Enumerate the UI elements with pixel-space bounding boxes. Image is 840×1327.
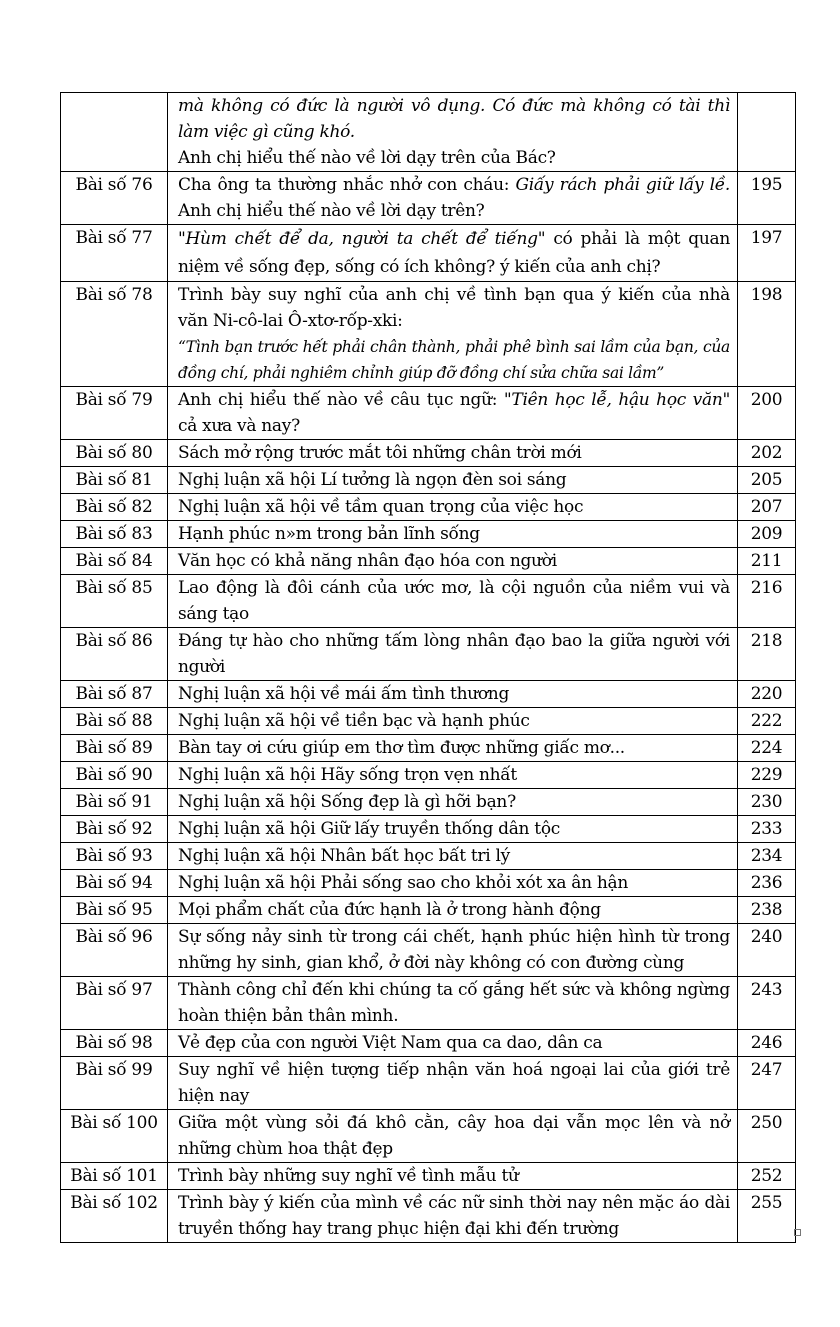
table-row — [61, 924, 796, 977]
title-segment: Nghị luận xã hội Lí tưởng là ngọn đèn soi sáng — [178, 470, 567, 490]
lesson-number: Bài số 99 — [61, 1057, 168, 1110]
table-row — [61, 1163, 796, 1190]
title-segment: Suy nghĩ về hiện tượng tiếp nhận văn hoá ngoại lai của giới trẻ hiện nay — [178, 1060, 730, 1106]
table-row — [61, 681, 796, 708]
title-segment: "Tiên học lễ, hậu học văn" — [503, 390, 730, 410]
lesson-number: Bài số 93 — [61, 843, 168, 870]
page-number: 233 — [738, 816, 796, 843]
page-number: 236 — [738, 870, 796, 897]
page-number: 246 — [738, 1030, 796, 1057]
title-segment: Bàn tay ơi cứu giúp em thơ tìm được những giấc mơ... — [178, 738, 625, 758]
page-number: 202 — [738, 440, 796, 467]
page-number: 195 — [738, 172, 796, 225]
lesson-number: Bài số 86 — [61, 628, 168, 681]
title-segment: Giữa một vùng sỏi đá khô cằn, cây hoa dại vẫn mọc lên và nở những chùm hoa thật đẹp — [178, 1113, 730, 1159]
table-row — [61, 172, 796, 225]
title-segment: cả xưa và nay? — [178, 416, 300, 436]
table-row — [61, 387, 796, 440]
page-number: 220 — [738, 681, 796, 708]
table-row — [61, 282, 796, 387]
title-segment: Giấy rách phải giữ lấy lề. — [515, 175, 730, 195]
title-segment: Nghị luận xã hội Phải sống sao cho khỏi xót xa ân hận — [178, 873, 629, 893]
table-row — [61, 1190, 796, 1243]
lesson-title — [168, 897, 738, 924]
title-segment: "Hùm chết để da, người ta chết để tiếng" — [178, 229, 546, 249]
lesson-number: Bài số 84 — [61, 548, 168, 575]
lesson-number: Bài số 85 — [61, 575, 168, 628]
lesson-title — [168, 225, 738, 282]
table-row — [61, 977, 796, 1030]
page-number: 197 — [738, 225, 796, 282]
table-row — [61, 1110, 796, 1163]
lesson-title — [168, 1030, 738, 1057]
page-number: 255 — [738, 1190, 796, 1243]
title-segment: Trình bày suy nghĩ của anh chị về tình bạn qua ý kiến của nhà văn Ni-cô-lai Ô-xtơ-rốp-xki: — [178, 285, 730, 331]
lesson-number: Bài số 77 — [61, 225, 168, 282]
title-segment: Nghị luận xã hội Giữ lấy truyền thống dân tộc — [178, 819, 560, 839]
table-row — [61, 816, 796, 843]
table-row — [61, 548, 796, 575]
lesson-number: Bài số 92 — [61, 816, 168, 843]
page-number: 229 — [738, 762, 796, 789]
lesson-title — [168, 467, 738, 494]
title-segment: Trình bày những suy nghĩ về tình mẫu tử — [178, 1166, 519, 1186]
page-number: 243 — [738, 977, 796, 1030]
lesson-title — [168, 816, 738, 843]
title-segment: Nghị luận xã hội Sống đẹp là gì hỡi bạn? — [178, 792, 516, 812]
lesson-title — [168, 924, 738, 977]
title-segment: Mọi phẩm chất của đức hạnh là ở trong hành động — [178, 900, 601, 920]
title-segment: Trình bày ý kiến của mình về các nữ sinh thời nay nên mặc áo dài truyền thống hay trang phục hiện đại khi đến trường — [178, 1193, 730, 1239]
title-segment: Cha ông ta thường nhắc nhở con cháu: — [178, 175, 516, 195]
page-number: 250 — [738, 1110, 796, 1163]
lesson-title — [168, 843, 738, 870]
table-row — [61, 870, 796, 897]
lesson-number: Bài số 78 — [61, 282, 168, 387]
page-number: 200 — [738, 387, 796, 440]
lesson-number: Bài số 76 — [61, 172, 168, 225]
lesson-number: Bài số 95 — [61, 897, 168, 924]
title-segment: mà không có đức là người vô dụng. Có đức mà không có tài thì làm việc gì cũng khó. — [178, 96, 730, 142]
lesson-number: Bài số 80 — [61, 440, 168, 467]
page-number: 234 — [738, 843, 796, 870]
lesson-number: Bài số 91 — [61, 789, 168, 816]
page-number: 230 — [738, 789, 796, 816]
table-row — [61, 708, 796, 735]
lesson-title — [168, 708, 738, 735]
table-row — [61, 575, 796, 628]
table-resize-handle[interactable] — [794, 1229, 801, 1236]
title-segment: “Tình bạn trước hết phải chân thành, phải phê bình sai lầm của bạn, của đồng chí, phải nghiêm chỉnh giúp đỡ đồng chí sửa chữa sai lầm” — [178, 338, 730, 382]
lesson-title — [168, 93, 738, 172]
lesson-title — [168, 1163, 738, 1190]
lesson-number: Bài số 89 — [61, 735, 168, 762]
lesson-number: Bài số 96 — [61, 924, 168, 977]
table-row — [61, 494, 796, 521]
table-row — [61, 628, 796, 681]
title-segment: Văn học có khả năng nhân đạo hóa con người — [178, 551, 557, 571]
lesson-title — [168, 789, 738, 816]
title-segment: Sự sống nảy sinh từ trong cái chết, hạnh phúc hiện hình từ trong những hy sinh, gian khổ, ở đời này không có con đường cùng — [178, 927, 730, 973]
lesson-title — [168, 548, 738, 575]
table-row — [61, 843, 796, 870]
page-number: 240 — [738, 924, 796, 977]
title-segment: Nghị luận xã hội về tiền bạc và hạnh phúc — [178, 711, 530, 731]
title-segment: Nghị luận xã hội về mái ấm tình thương — [178, 684, 510, 704]
page-number: 218 — [738, 628, 796, 681]
page-number — [738, 93, 796, 172]
lesson-number: Bài số 102 — [61, 1190, 168, 1243]
table-row — [61, 440, 796, 467]
table-row — [61, 467, 796, 494]
title-segment: Lao động là đôi cánh của ước mơ, là cội nguồn của niềm vui và sáng tạo — [178, 578, 730, 624]
lesson-number: Bài số 98 — [61, 1030, 168, 1057]
lesson-title — [168, 762, 738, 789]
lesson-title — [168, 575, 738, 628]
page-number: 211 — [738, 548, 796, 575]
title-segment: Sách mở rộng trước mắt tôi những chân trời mới — [178, 443, 582, 463]
table-row — [61, 225, 796, 282]
lesson-title — [168, 735, 738, 762]
lesson-number: Bài số 94 — [61, 870, 168, 897]
lesson-title — [168, 494, 738, 521]
table-row — [61, 1057, 796, 1110]
title-segment: Thành công chỉ đến khi chúng ta cố gắng hết sức và không ngừng hoàn thiện bản thân mình. — [178, 980, 730, 1026]
title-segment: Vẻ đẹp của con người Việt Nam qua ca dao, dân ca — [178, 1033, 603, 1053]
lesson-number: Bài số 82 — [61, 494, 168, 521]
lesson-title — [168, 387, 738, 440]
lesson-number: Bài số 100 — [61, 1110, 168, 1163]
lesson-number: Bài số 101 — [61, 1163, 168, 1190]
table-row — [61, 521, 796, 548]
title-segment: Anh chị hiểu thế nào về lời dạy trên của Bác? — [178, 148, 556, 168]
table-row — [61, 789, 796, 816]
page-number: 207 — [738, 494, 796, 521]
lesson-number: Bài số 88 — [61, 708, 168, 735]
title-segment: Nghị luận xã hội Nhân bất học bất tri lý — [178, 846, 510, 866]
title-segment: Nghị luận xã hội Hãy sống trọn vẹn nhất — [178, 765, 517, 785]
page-number: 222 — [738, 708, 796, 735]
table-row — [61, 735, 796, 762]
lesson-title — [168, 440, 738, 467]
page-number: 252 — [738, 1163, 796, 1190]
page-number: 247 — [738, 1057, 796, 1110]
table-row — [61, 897, 796, 924]
lesson-title — [168, 172, 738, 225]
lesson-title — [168, 1190, 738, 1243]
page-number: 224 — [738, 735, 796, 762]
lesson-number — [61, 93, 168, 172]
lesson-title — [168, 628, 738, 681]
lesson-number: Bài số 90 — [61, 762, 168, 789]
lesson-title — [168, 521, 738, 548]
lesson-title — [168, 1110, 738, 1163]
title-segment: Hạnh phúc n»m trong bản lĩnh sống — [178, 524, 480, 544]
table-row — [61, 762, 796, 789]
page-number: 209 — [738, 521, 796, 548]
lesson-title — [168, 1057, 738, 1110]
lesson-title — [168, 282, 738, 387]
page-number: 216 — [738, 575, 796, 628]
toc-body — [61, 93, 796, 1243]
lesson-number: Bài số 83 — [61, 521, 168, 548]
title-segment: Anh chị hiểu thế nào về lời dạy trên? — [178, 201, 485, 221]
title-segment: Anh chị hiểu thế nào về câu tục ngữ: — [178, 390, 504, 410]
lesson-title — [168, 977, 738, 1030]
title-segment: có phải là một quan niệm về sống đẹp, sống có ích không? ý kiến của anh chị? — [178, 229, 730, 277]
page-number: 198 — [738, 282, 796, 387]
title-segment: Nghị luận xã hội về tầm quan trọng của việc học — [178, 497, 584, 517]
lesson-number: Bài số 81 — [61, 467, 168, 494]
lesson-number: Bài số 97 — [61, 977, 168, 1030]
lesson-number: Bài số 79 — [61, 387, 168, 440]
table-row — [61, 93, 796, 172]
page-number: 238 — [738, 897, 796, 924]
lesson-title — [168, 681, 738, 708]
lesson-title — [168, 870, 738, 897]
table-row — [61, 1030, 796, 1057]
table-of-contents — [60, 92, 796, 1243]
title-segment: Đáng tự hào cho những tấm lòng nhân đạo bao la giữa người với người — [178, 631, 730, 677]
lesson-number: Bài số 87 — [61, 681, 168, 708]
page-number: 205 — [738, 467, 796, 494]
